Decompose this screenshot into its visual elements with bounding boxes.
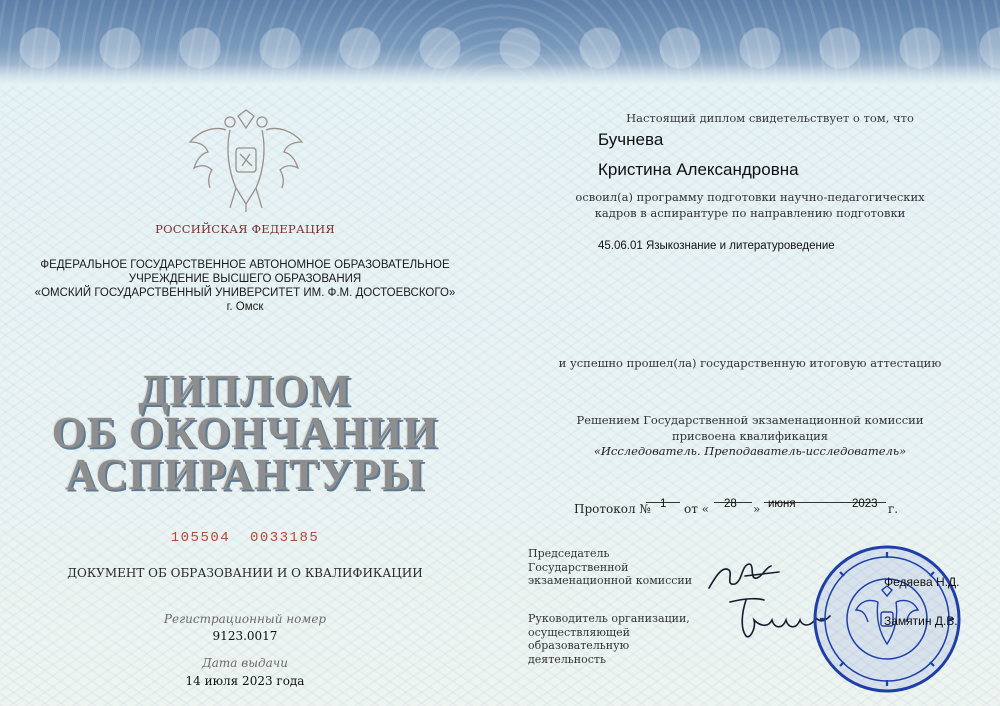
- chair-name: Федяева Н.Д.: [884, 575, 960, 589]
- graduate-given-names: Кристина Александровна: [598, 160, 799, 179]
- commission-chair-label: [528, 547, 708, 588]
- graduate-surname: Бучнева: [598, 130, 664, 149]
- program-line: кадров в аспирантуре по направлению подготовки: [594, 206, 906, 220]
- decision-line: присвоена квалификация: [671, 429, 829, 443]
- head-name: Замятин Д.В.: [884, 614, 958, 628]
- decorative-top-band: [0, 0, 1000, 86]
- qualification: «Исследователь. Преподаватель-исследователь»: [593, 444, 907, 458]
- title-line: ОБ ОКОНЧАНИИ: [51, 408, 439, 457]
- university-city: г. Омск: [226, 301, 264, 313]
- attestation-text: и успешно прошел(ла) государственную итоговую аттестацию: [558, 356, 942, 370]
- protocol-line: [574, 498, 984, 524]
- chair-line: экзаменационной комиссии: [528, 574, 693, 587]
- commission-decision: [540, 412, 960, 444]
- serial-number: 105504 0033185: [170, 530, 320, 546]
- russian-double-headed-eagle-icon: [186, 108, 306, 212]
- title-line: ДИПЛОМ: [138, 366, 352, 415]
- decision-line: Решением Государственной экзаменационной комиссии: [576, 413, 924, 427]
- head-line: Руководитель организации,: [528, 612, 690, 625]
- protocol-year: 2023: [852, 498, 878, 510]
- head-line: осуществляющей образовательную: [528, 625, 631, 652]
- university-name: [20, 258, 470, 314]
- issue-date: 14 июля 2023 года: [185, 674, 305, 688]
- protocol-month: июня: [768, 498, 796, 510]
- protocol-label: Протокол №: [574, 502, 651, 516]
- chair-line: Государственной: [528, 560, 629, 574]
- chair-line: Председатель: [528, 547, 610, 560]
- program-text: [540, 189, 960, 221]
- organization-head-label: [528, 612, 728, 666]
- document-type: ДОКУМЕНТ ОБ ОБРАЗОВАНИИ И О КВАЛИФИКАЦИИ: [67, 566, 423, 580]
- protocol-year-suffix: г.: [888, 502, 899, 516]
- protocol-number: 1: [660, 498, 667, 510]
- country-label: РОССИЙСКАЯ ФЕДЕРАЦИЯ: [155, 222, 335, 236]
- registration-label: Регистрационный номер: [163, 612, 327, 626]
- protocol-day: 28: [724, 498, 737, 510]
- protocol-close-quote: »: [753, 502, 761, 516]
- protocol-from: от «: [684, 502, 710, 516]
- university-line: «ОМСКИЙ ГОСУДАРСТВЕННЫЙ УНИВЕРСИТЕТ ИМ. Ф.М. ДОСТОЕВСКОГО»: [34, 287, 456, 299]
- university-line: ФЕДЕРАЛЬНОЕ ГОСУДАРСТВЕННОЕ АВТОНОМНОЕ ОБРАЗОВАТЕЛЬНОЕ: [40, 259, 450, 271]
- title-line: АСПИРАНТУРЫ: [65, 450, 425, 499]
- head-line: деятельность: [528, 652, 606, 666]
- chair-signature-icon: [705, 556, 785, 596]
- document-title: [20, 366, 470, 499]
- program-line: освоил(а) программу подготовки научно-педагогических: [575, 190, 925, 204]
- university-line: УЧРЕЖДЕНИЕ ВЫСШЕГО ОБРАЗОВАНИЯ: [128, 273, 362, 285]
- study-direction: 45.06.01 Языкознание и литературоведение: [598, 240, 835, 252]
- certifies-text: Настоящий диплом свидетельствует о том, что: [626, 111, 914, 125]
- registration-number: 9123.0017: [212, 629, 278, 643]
- issue-date-label: Дата выдачи: [202, 656, 288, 670]
